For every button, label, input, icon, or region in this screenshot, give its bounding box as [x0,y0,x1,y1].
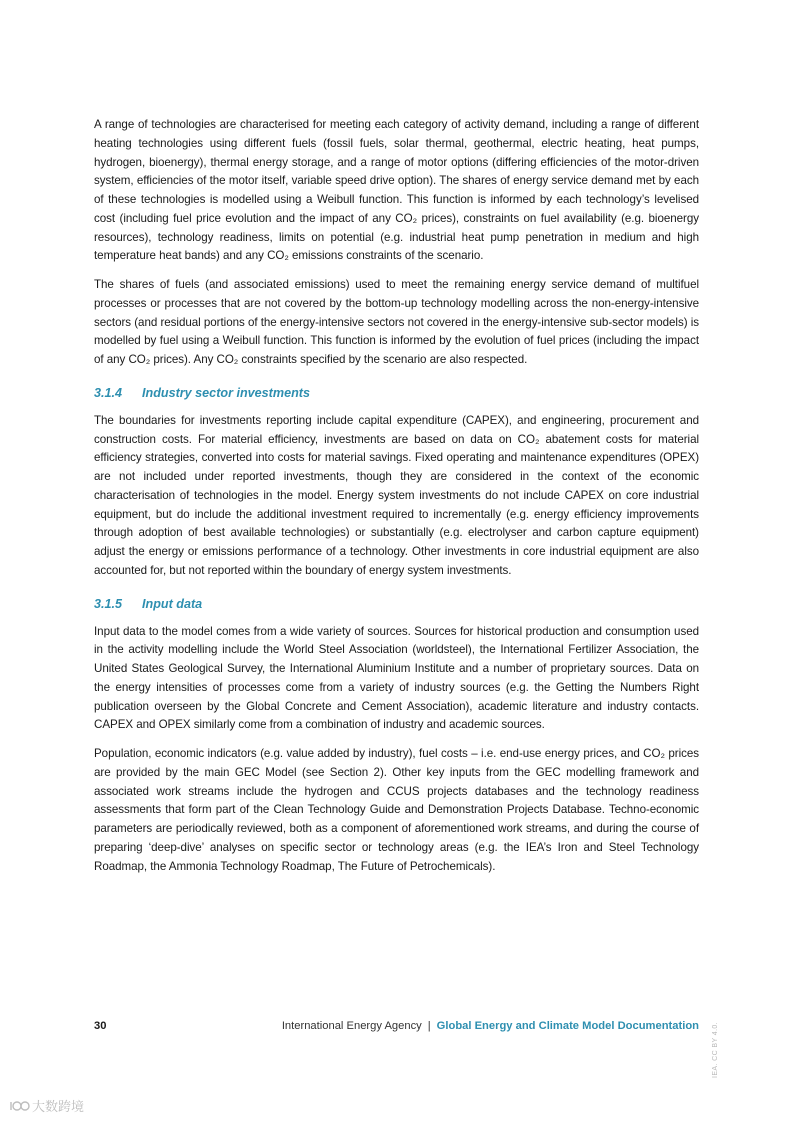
paragraph-fuel-shares: The shares of fuels (and associated emissions) used to meet the remaining energy service demand of multifuel processes or processes that are not covered by the bottom-up technology modelling across the non-energy-intensive sectors (and residual portions of the energy-intensive sectors not covered in the energy-intensive sub-sector models) is modelled by fuel using a Weibull function. This function is informed by the evolution of fuel prices (including the impact of any CO₂ prices). Any CO₂ constraints specified by the scenario are also respected. [94,278,699,366]
section-heading-input-data [94,595,699,613]
paragraph-technologies: A range of technologies are characterised for meeting each category of activity demand, including a range of different heating technologies using different fuels (fossil fuels, solar thermal, geothermal, electric heating, heat pumps, hydrogen, bioenergy), thermal energy storage, and a range of motor options (differing efficiencies of the motor-driven system, efficiencies of the motor itself, variable speed drive option). The shares of energy service demand met by each of these technologies is modelled using a Weibull function. This function is informed by each technology’s levelised cost (including fuel price evolution and the impact of any CO₂ prices), constraints on fuel availability (e.g. bioenergy resources), technology readiness, limits on potential (e.g. industrial heat pump penetration in medium and high temperature heat bands) and any CO₂ emissions constraints of the scenario. [94,118,699,263]
section-title: Input data [142,596,203,611]
paragraph-input-sources: Input data to the model comes from a wide variety of sources. Sources for historical production and consumption used in the activity modelling include the World Steel Association (worldsteel), the International Fertilizer Association, the United States Geological Survey, the International Aluminium Institute and a number of proprietary sources. Data on the energy intensities of processes come from a variety of industry sources (e.g. the Getting the Numbers Right publication overseen by the Global Concrete and Cement Association), academic literature and industry contacts. CAPEX and OPEX similarly come from a combination of industry and academic sources. [94,624,699,732]
license-text: IEA. CC BY 4.0. [712,1021,719,1078]
paragraph-gec-inputs: Population, economic indicators (e.g. value added by industry), fuel costs – i.e. end-use energy prices, and CO₂ prices are provided by the main GEC Model (see Section 2). Other key inputs from the GEC modelling framework and associated work streams include the hydrogen and CCUS projects databases and the technology readiness assessments that form part of the Clean Technology Guide and Demonstration Projects Database. Techno-economic parameters are periodically reviewed, both as a component of aforementioned work streams, and during the course of preparing ‘deep-dive’ analyses on specific sector or technology areas (e.g. the IEA’s Iron and Steel Technology Roadmap, the Ammonia Technology Roadmap, The Future of Petrochemicals). [94,747,699,873]
footer-separator: | [427,1020,431,1032]
section-number: 3.1.4 [94,385,123,400]
page-number: 30 [94,1020,107,1032]
section-title: Industry sector investments [142,385,310,400]
document-body [94,116,699,886]
section-heading-investments [94,384,699,402]
watermark-label: 大数跨境 [32,1100,85,1115]
footer-title-group [282,1020,699,1032]
footer-document-title: Global Energy and Climate Model Documentation [436,1020,699,1032]
paragraph-investments: The boundaries for investments reporting include capital expenditure (CAPEX), and engineering, procurement and construction costs. For material efficiency, investments are based on data on CO₂ abatement costs for material efficiency strategies, converted into costs for material savings. Fixed operating and maintenance expenditures (OPEX) are not included under reported investments, though they are considered in the context of the economic characterisation of technologies in the model. Energy system investments do not include CAPEX on core industrial equipment, but do include the additional investment required to incrementally (e.g. energy efficiency improvements through adoption of best available technologies) or substantially (e.g. electrolyser and carbon capture equipment) adjust the energy or emissions performance of a technology. Other investments in core industrial equipment are also accounted for, but not reported within the boundary of energy system investments. [94,413,699,577]
footer-agency: International Energy Agency [281,1020,422,1032]
page-footer [94,1020,699,1036]
section-number: 3.1.5 [94,596,123,611]
watermark-logo [8,1096,104,1116]
